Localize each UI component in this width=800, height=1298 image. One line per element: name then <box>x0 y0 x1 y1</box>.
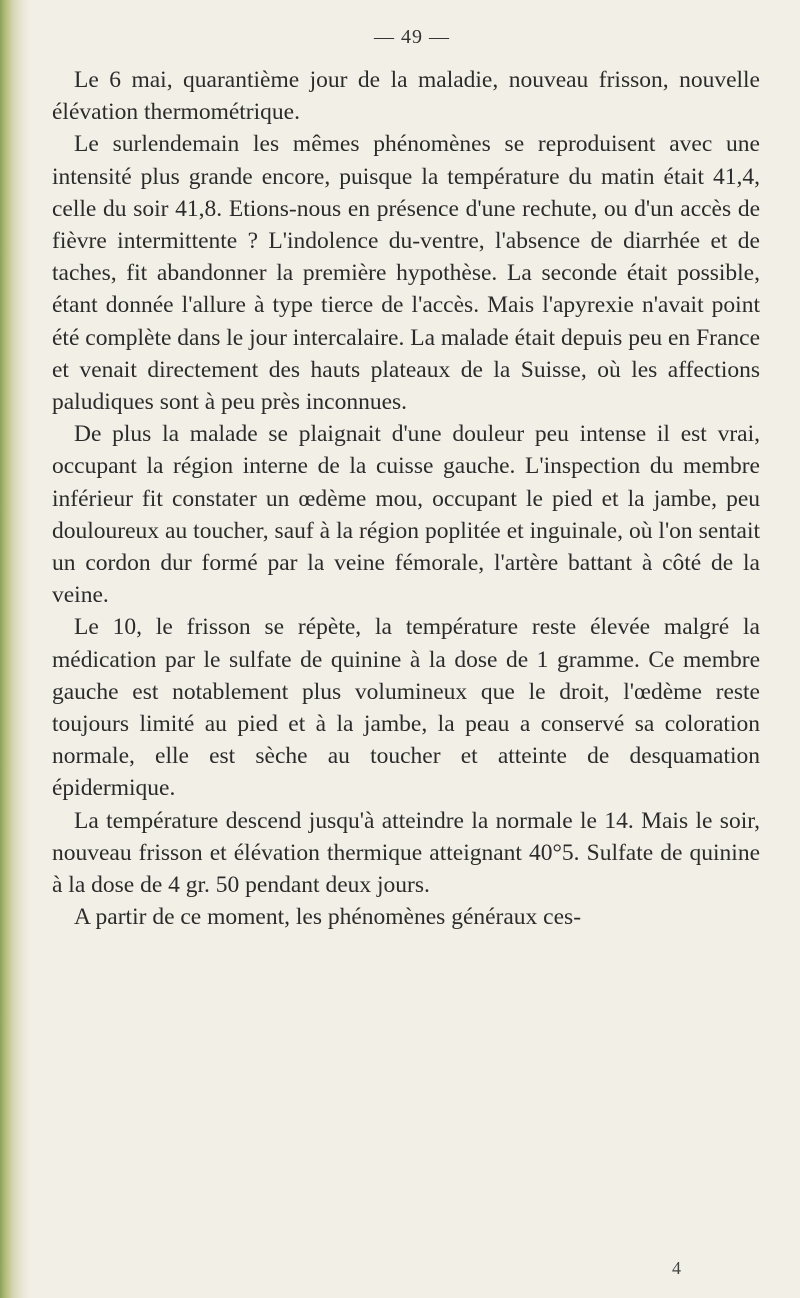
paragraph-5: La température descend jusqu'à atteindre la normale le 14. Mais le soir, nouveau frisson et élévation thermique atteignant 40°5. Sulfate de quinine à la dose de 4 gr. 50 pendant deux jours. <box>52 807 760 899</box>
paragraph-2: Le surlendemain les mêmes phénomènes se reproduisent avec une intensité plus grande encore, puisque la température du matin était 41,4, celle du soir 41,8. Etions-nous en présence d'une rechute, ou d'un accès de fièvre intermittente ? L'indolence du-ventre, l'absence de diarrhée et de taches, fit abandonner la première hypothèse. La seconde était possible, étant donnée l'allure à type tierce de l'accès. Mais l'apyrexie n'avait point été complète dans le jour intercalaire. La malade était depuis peu en France et venait directement des hauts plateaux de la Suisse, où les affections paludiques sont à peu près inconnues. <box>52 131 760 416</box>
binding-gutter <box>0 0 30 1298</box>
paragraph-3: De plus la malade se plaignait d'une douleur peu intense il est vrai, occupant la région interne de la cuisse gauche. L'inspection du membre inférieur fit constater un œdème mou, occupant le pied et la jambe, peu douloureux au toucher, sauf à la région poplitée et inguinale, où l'on sentait un cordon dur formé par la veine fémorale, l'artère battant à côté de la veine. <box>52 421 760 609</box>
paragraph-4: Le 10, le frisson se répète, la température reste élevée malgré la médication par le sulfate de quinine à la dose de 1 gramme. Ce membre gauche est notablement plus volumineux que le droit, l'œdème reste toujours limité au pied et à la jambe, la peau a conservé sa coloration normale, elle est sèche au toucher et atteinte de desquamation épidermique. <box>52 614 760 802</box>
page-number-header: — 49 — <box>374 26 450 48</box>
book-page <box>52 0 792 1298</box>
body-text <box>52 64 760 933</box>
paragraph-6: A partir de ce moment, les phénomènes généraux ces- <box>74 904 582 931</box>
paragraph-1: Le 6 mai, quarantième jour de la maladie, nouveau frisson, nouvelle élévation thermométrique. <box>52 67 760 126</box>
signature-mark: 4 <box>672 1258 681 1278</box>
